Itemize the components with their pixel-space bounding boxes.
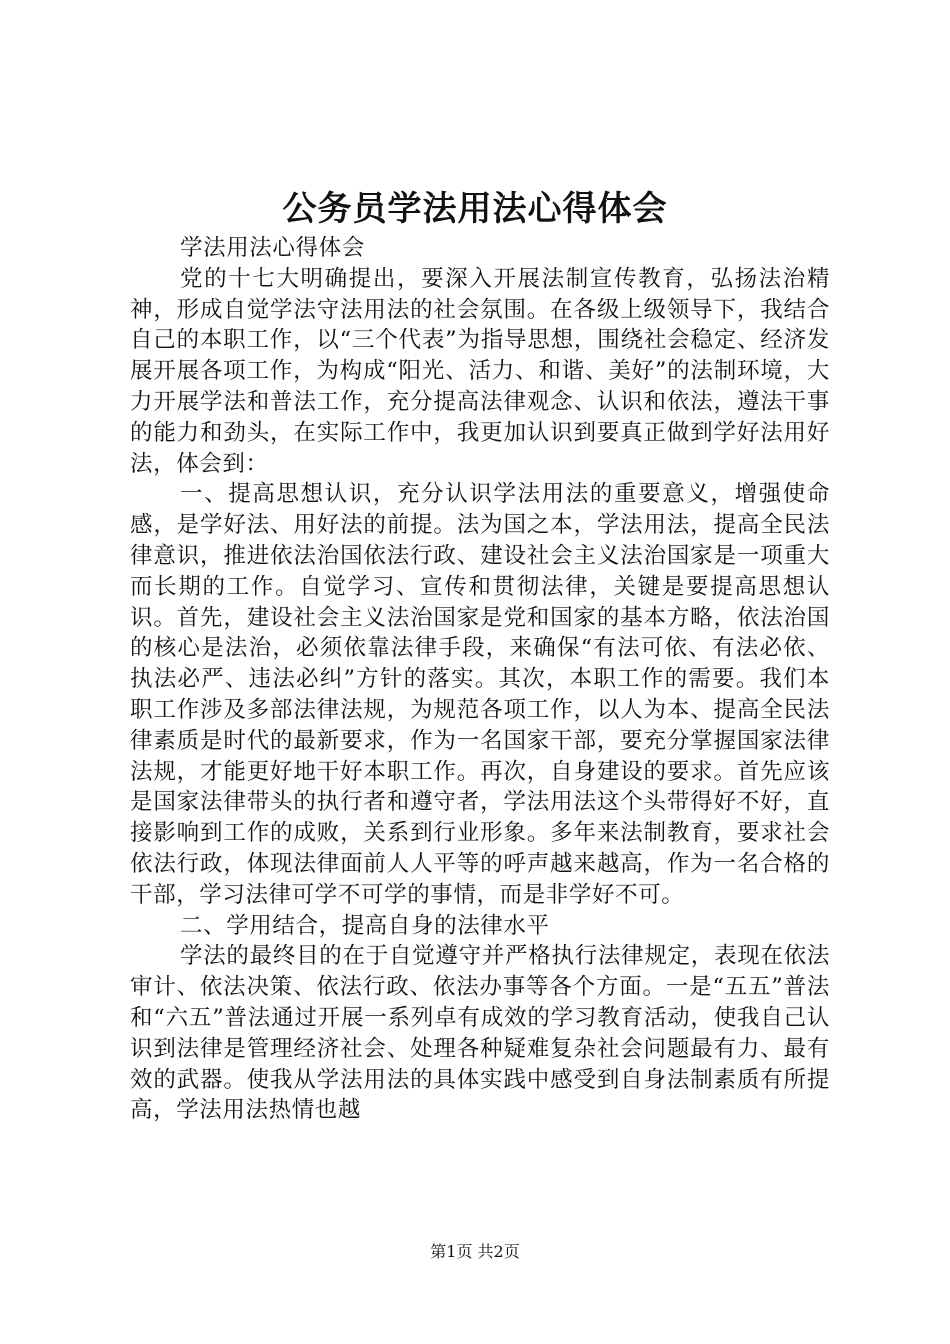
paragraph-section-two-heading: 二、学用结合，提高自身的法律水平	[180, 912, 550, 939]
page-footer: 第1页 共2页	[430, 1242, 520, 1261]
document-title: 公务员学法用法心得体会	[282, 189, 668, 229]
document-body	[130, 233, 830, 1126]
paragraph-subtitle: 学法用法心得体会	[180, 235, 365, 261]
paragraph-section-one: 一、提高思想认识，充分认识学法用法的重要意义，增强使命感，是学好法、用好法的前提。法为国之本，学法用法，提高全民法律意识，推进依法治国依法行政、建设社会主义法治国家是一项重大而长期的工作。自觉学习、宣传和贯彻法律，关键是要提高思想认识。首先，建设社会主义法治国家是党和国家的基本方略，依法治国的核心是法治，必须依靠法律手段，来确保“有法可依、有法必依、执法必严、违法必纠”方针的落实。其次，本职工作的需要。我们本职工作涉及多部法律法规，为规范各项工作，以人为本、提高全民法律素质是时代的最新要求，作为一名国家干部，要充分掌握国家法律法规，才能更好地干好本职工作。再次，自身建设的要求。首先应该是国家法律带头的执行者和遵守者，学法用法这个头带得好不好，直接影响到工作的成败，关系到行业形象。多年来法制教育，要求社会依法行政，体现法律面前人人平等的呼声越来越高，作为一名合格的干部，学习法律可学不可学的事情，而是非学好不可。	[130, 481, 830, 908]
paragraph-section-two-body: 学法的最终目的在于自觉遵守并严格执行法律规定，表现在依法审计、依法决策、依法行政、依法办事等各个方面。一是“五五”普法和“六五”普法通过开展一系列卓有成效的学习教育活动，使我自己认识到法律是管理经济社会、处理各种疑难复杂社会问题最有力、最有效的武器。使我从学法用法的具体实践中感受到自身法制素质有所提高，学法用法热情也越	[130, 943, 830, 1124]
paragraph-intro: 党的十七大明确提出，要深入开展法制宣传教育，弘扬法治精神，形成自觉学法守法用法的社会氛围。在各级上级领导下，我结合自己的本职工作，以“三个代表”为指导思想，围绕社会稳定、经济发展开展各项工作，为构成“阳光、活力、和谐、美好”的法制环境，大力开展学法和普法工作，充分提高法律观念、认识和依法，遵法干事的能力和劲头，在实际工作中，我更加认识到要真正做到学好法用好法，体会到：	[130, 265, 830, 477]
